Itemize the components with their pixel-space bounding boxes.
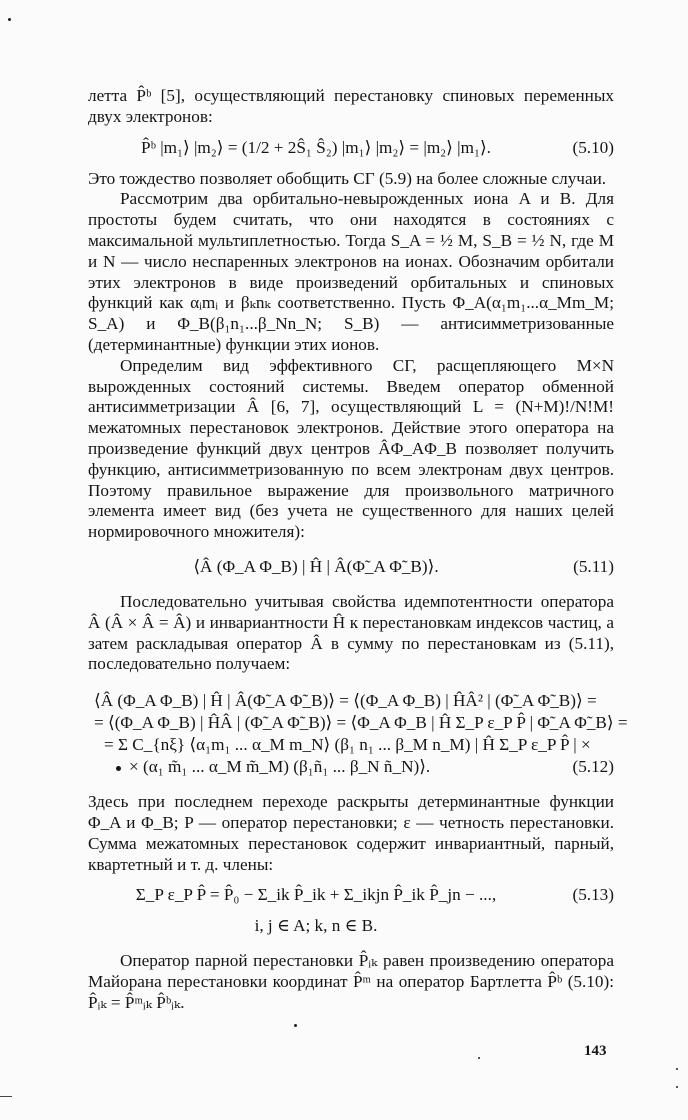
paragraph-4: Определим вид эффективного СГ, расщепляющего M×N вырожденных состояний системы. Введем оператор обменной антисимметризации Â [6, 7], осуществляющий L = (N+M)!/N!M! межатомных перестановок электронов. Действие этого оператора на произведение функций двух центров ÂΦ_AΦ_B позволяет получить функцию, антисимметризованную по всем электронам двух центров. Поэтому правильное выражение для произвольного матричного элемента имеет вид (без учета не существенного для наших целей нормировочного множителя): (88, 355, 614, 542)
paragraph-5: Последовательно учитывая свойства идемпотентности оператора Â (Â × Â = Â) и инвариантности Ĥ к перестановкам индексов частиц, а затем раскладывая оператор Â в сумму по перестановкам из (5.11), последовательно получаем: (88, 591, 614, 674)
scan-speck (8, 18, 11, 21)
equation-5-13 (88, 885, 614, 906)
scan-speck (676, 1068, 678, 1070)
equation-5-12-line-1: ⟨Â (Φ_A Φ_B) | Ĥ | Â(Φ̃_A Φ̃_B)⟩ = ⟨(Φ_A Φ_B) | ĤÂ² | (Φ̃_A Φ̃_B)⟩ = (94, 691, 597, 711)
paragraph-7: Оператор парной перестановки P̂ᵢₖ равен произведению оператора Майорана перестановки координат P̂ᵐ на оператор Бартлетта P̂ᵇ (5.10): P̂ᵢₖ = P̂ᵐᵢₖ P̂ᵇᵢₖ. (88, 951, 614, 1012)
scan-speck (676, 1086, 678, 1088)
scan-edge-mark (0, 1096, 12, 1097)
equation-5-11-number: (5.11) (573, 556, 614, 576)
paragraph-6: Здесь при последнем переходе раскрыты детерминантные функции Φ_A и Φ_B; P — оператор перестановки; ε — четность перестановки. Сумма межатомных перестановок содержит инвариантный, парный, квартетный и т. д. члены: (88, 792, 614, 874)
equation-5-12-line-4-text: × (α₁ m̃₁ ... α_M m̃_M) (β₁ñ₁ ... β_N ñ_N)⟩. (129, 757, 431, 777)
equation-5-13-condition: i, j ∈ A; k, n ∈ B. (254, 916, 378, 936)
scan-speck (294, 1024, 297, 1027)
equation-5-12-line-2: = ⟨(Φ_A Φ_B) | ĤÂ | (Φ̃_A Φ̃_B)⟩ = ⟨Φ_A Φ_B | Ĥ Σ_P ε_P P̂ | Φ̃_A Φ̃_B⟩ = (94, 713, 628, 733)
paragraph-3: Рассмотрим два орбитально-невырожденных иона A и B. Для простоты будем считать, что они находятся в состояниях с максимальной мультиплетностью. Тогда S_A = ½ M, S_B = ½ N, где M и N — число неспаренных электронов на ионах. Обозначим орбитали этих электронов в виде произведений орбитальных и спиновых функций как αᵢmᵢ и βₖnₖ соответственно. Пусть Φ_A(α₁m₁...α_Mm_M; S_A) и Φ_B(β₁n₁...β_Nn_N; S_B) — антисимметризованные (детерминантные) функции этих ионов. (88, 189, 614, 354)
equation-5-12-line-3: = Σ C_{nξ} ⟨α₁m₁ ... α_M m_N⟩ (β₁ n₁ ... β_M n_M) | Ĥ Σ_P ε_P P̂ | × (104, 735, 591, 755)
equation-5-12-line-4 (88, 757, 614, 778)
equation-5-12-number: (5.12) (572, 757, 614, 777)
bullet-mark (116, 766, 121, 771)
scan-speck (478, 1057, 480, 1059)
page-number: 143 (584, 1043, 607, 1059)
equation-5-13-number: (5.13) (572, 885, 614, 905)
equation-5-10-expression: P̂ᵇ |m₁⟩ |m₂⟩ = (1/2 + 2Ŝ₁ Ŝ₂) |m₁⟩ |m₂⟩ = |m₂⟩ |m₁⟩. (141, 137, 491, 157)
equation-5-12 (88, 691, 628, 778)
equation-5-10 (88, 138, 614, 159)
equation-5-11 (88, 557, 614, 578)
page-text-body (88, 86, 628, 1014)
equation-5-11-expression: ⟨Â (Φ_A Φ_B) | Ĥ | Â(Φ̃_A Φ̃_B)⟩. (193, 556, 439, 576)
equation-5-13-expression: Σ_P ε_P P̂ = P̂₀ − Σ_ik P̂_ik + Σ_ikjn P̂_ik P̂_jn − ..., (135, 885, 497, 905)
paragraph-1: летта P̂ᵇ [5], осуществляющий перестановку спиновых переменных двух электронов: (88, 86, 614, 126)
equation-5-10-number: (5.10) (572, 137, 614, 157)
paragraph-2: Это тождество позволяет обобщить СГ (5.9) на более сложные случаи. (88, 168, 607, 188)
